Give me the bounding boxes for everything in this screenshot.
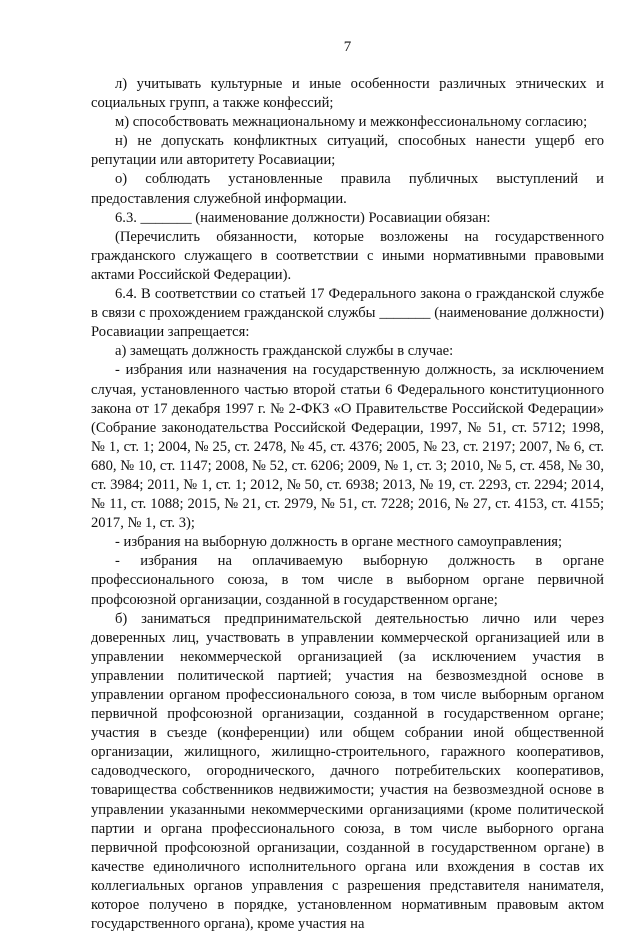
paragraph-n: н) не допускать конфликтных ситуаций, способных нанести ущерб его репутации или авторитету Росавиации; <box>91 133 604 169</box>
list-item-state-position: - избрания или назначения на государственную должность, за исключением случая, установленного частью второй статьи 6 Федерального конституционного закона от 17 декабря 1997 г. № 2-ФКЗ «О Правительстве Российской Федерации» (Собрание законодательства Российской Федерации, 1997, № 51, ст. 5712; 1998, № 1, ст. 1; 2004, № 25, ст. 2478, № 45, ст. 4376; 2005, № 23, ст. 2197; 2007, № 6, ст. 680, № 10, ст. 1147; 2008, № 52, ст. 6206; 2009, № 1, ст. 3; 2010, № 5, ст. 458, № 30, ст. 3984; 2011, № 1, ст. 1; 2012, № 50, ст. 6938; 2013, № 19, ст. 2293, ст. 2294; 2014, № 11, ст. 1088; 2015, № 21, ст. 2979, № 51, ст. 7228; 2016, № 27, ст. 4153, ст. 4155; 2017, № 1, ст. 3); <box>91 362 604 532</box>
paragraph-m: м) способствовать межнациональному и межконфессиональному согласию; <box>115 114 588 131</box>
list-item-trade-union: - избрания на оплачиваемую выборную должность в органе профессионального союза, в том числе в выборном органе первичной профсоюзной организации, созданной в государственном органе; <box>91 553 604 608</box>
list-item-local-government: - избрания на выборную должность в органе местного самоуправления; <box>115 534 563 551</box>
section-6-4: 6.4. В соответствии со статьей 17 Федерального закона о гражданской службе в связи с прохождением гражданской службы _______ (наименование должности) Росавиации запрещается: <box>91 286 604 341</box>
section-6-3: 6.3. _______ (наименование должности) Росавиации обязан: <box>115 209 491 226</box>
section-6-3-note: (Перечислить обязанности, которые возложены на государственного гражданского служащего в соответствии с иными нормативными правовыми актами Российской Федерации). <box>91 228 604 283</box>
paragraph-l: л) учитывать культурные и иные особенности различных этнических и социальных групп, а также конфессий; <box>91 76 604 112</box>
page-number: 7 <box>343 39 352 55</box>
paragraph-o: о) соблюдать установленные правила публичных выступлений и предоставления служебной информации. <box>91 171 604 207</box>
paragraph-a: а) замещать должность гражданской службы в случае: <box>115 343 454 360</box>
paragraph-b: б) заниматься предпринимательской деятельностью лично или через доверенных лиц, участвовать в управлении коммерческой организацией или в управлении некоммерческой организацией (за исключением участия в управлении политической партией; участия на безвозмездной основе в управлении органом профессионального союза, в том числе выборным органом первичной профсоюзной организации, созданной в государственном органе; участия в съезде (конференции) или общем собрании иной общественной организации, жилищного, жилищно-строительного, гаражного кооперативов, садоводческого, огороднического, дачного потребительских кооперативов, товарищества собственников недвижимости; участия на безвозмездной основе в управлении указанными некоммерческими организациями (кроме политической партии и органа профессионального союза, в том числе выборного органа первичной профсоюзной организации, созданной в государственном органе) в качестве единоличного исполнительного органа или вхождения в состав их коллегиальных органов управления с разрешения представителя нанимателя, которое получено в порядке, установленном нормативным правовым актом государственного органа), кроме участия на <box>91 610 604 933</box>
